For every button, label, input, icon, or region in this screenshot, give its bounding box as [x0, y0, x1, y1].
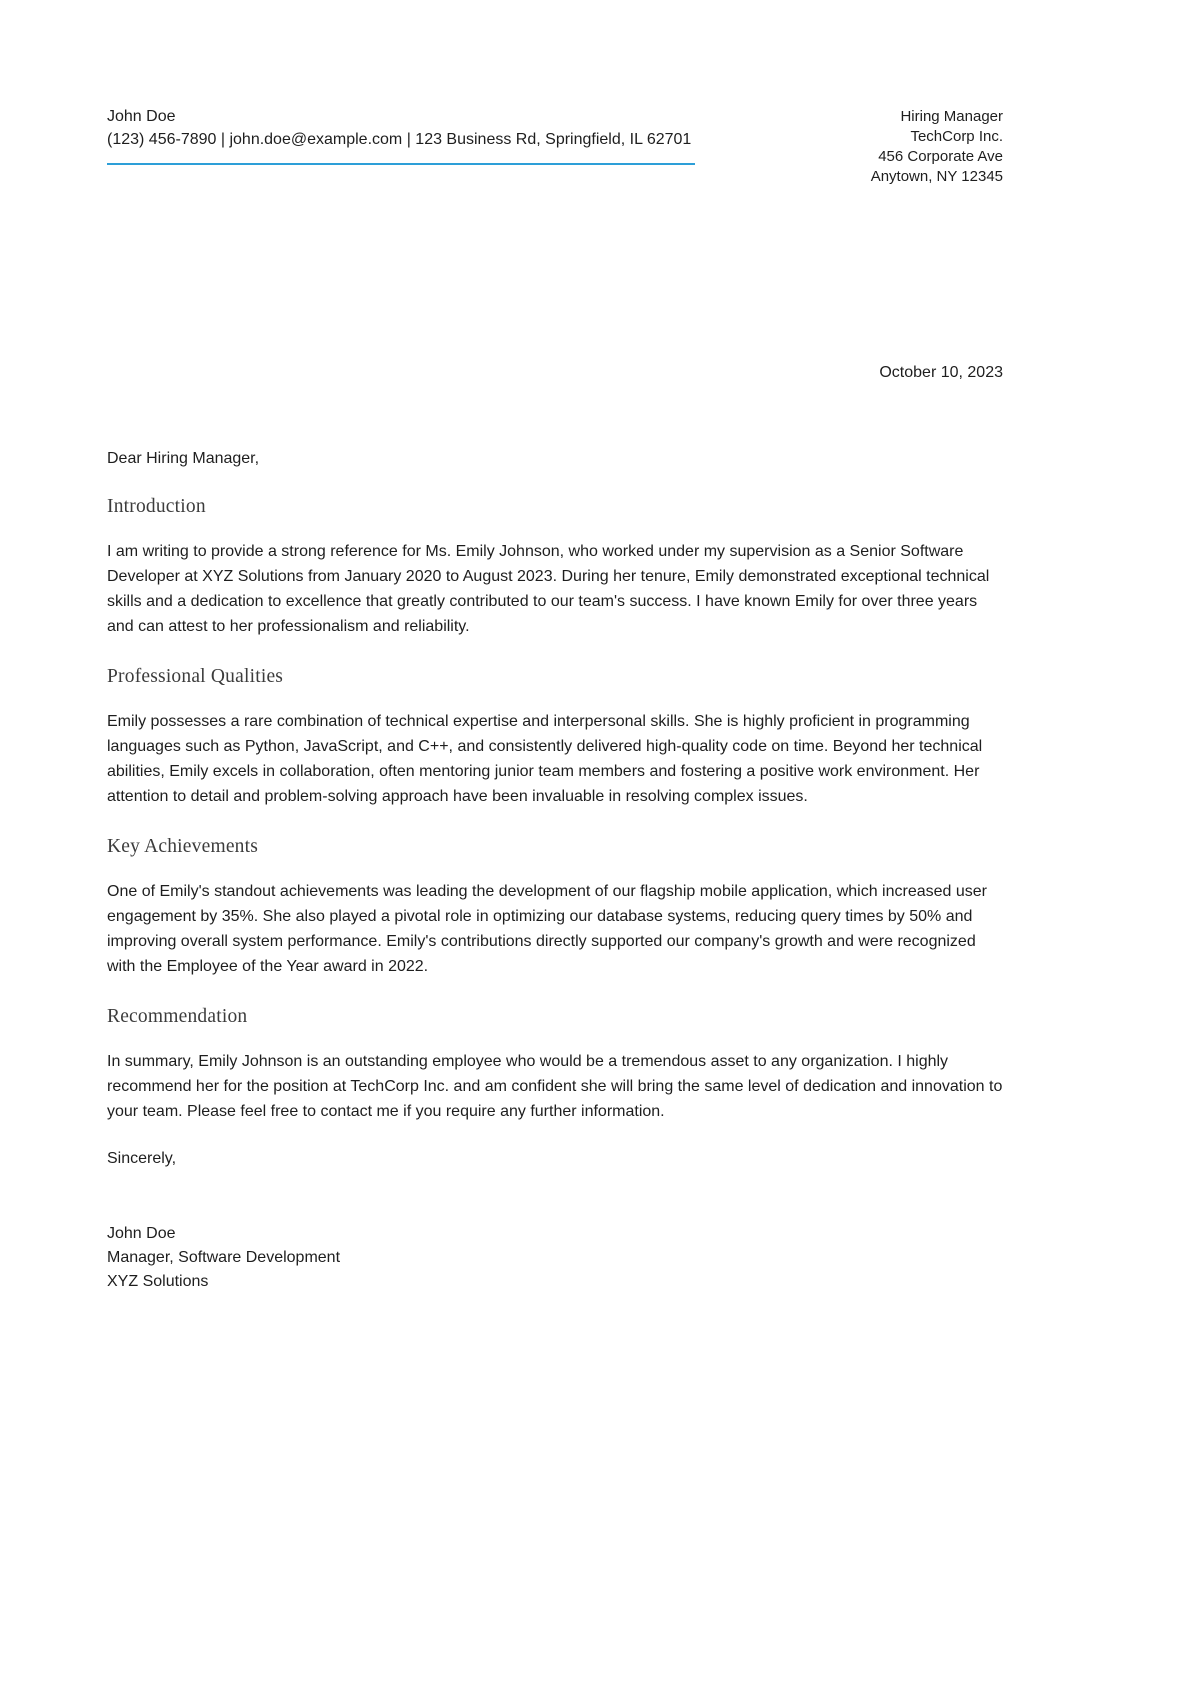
letter-date: October 10, 2023: [879, 364, 1003, 381]
section-heading-professional-qualities: Professional Qualities: [107, 666, 284, 687]
section-heading-key-achievements: Key Achievements: [107, 836, 259, 857]
letter-header: [107, 105, 1003, 187]
section-body-recommendation: In summary, Emily Johnson is an outstanding employee who would be a tremendous asset to any organization. I highly recommend her for the position at TechCorp Inc. and am confident she will bring the same level of dedication and innovation to your team. Please feel free to contact me if you require any further information.: [107, 1053, 1003, 1120]
salutation: Dear Hiring Manager,: [107, 450, 260, 467]
recipient-block: [871, 105, 1003, 187]
signature-name: John Doe: [107, 1225, 176, 1242]
section-body-key-achievements: One of Emily's standout achievements was leading the development of our flagship mobile application, which increased user engagement by 35%. She also played a pivotal role in optimizing our database systems, reducing query times by 50% and improving overall system performance. Emily's contributions directly supported our company's growth and were recognized with the Employee of the Year award in 2022.: [107, 883, 987, 975]
section-introduction: [107, 495, 1003, 639]
sender-block: [107, 105, 695, 165]
section-key-achievements: [107, 835, 1003, 979]
signature-company: XYZ Solutions: [107, 1273, 209, 1290]
signature-title: Manager, Software Development: [107, 1249, 341, 1266]
recipient-title: Hiring Manager: [900, 108, 1003, 125]
sender-name: John Doe: [107, 108, 176, 125]
section-body-professional-qualities: Emily possesses a rare combination of technical expertise and interpersonal skills. She is highly proficient in programming languages such as Python, JavaScript, and C++, and consistently delivered high-quality code on time. Beyond her technical abilities, Emily excels in collaboration, often mentoring junior team members and fostering a positive work environment. Her attention to detail and problem-solving approach have been invaluable in resolving complex issues.: [107, 713, 983, 805]
recipient-city: Anytown, NY 12345: [870, 168, 1003, 185]
signature-block: [107, 1222, 1003, 1294]
section-heading-introduction: Introduction: [107, 496, 206, 517]
recipient-company: TechCorp Inc.: [910, 128, 1003, 145]
sender-contact-line: (123) 456-7890 | john.doe@example.com | 123 Business Rd, Springfield, IL 62701: [107, 131, 692, 148]
section-heading-recommendation: Recommendation: [107, 1006, 248, 1027]
section-professional-qualities: [107, 665, 1003, 809]
section-body-introduction: I am writing to provide a strong reference for Ms. Emily Johnson, who worked under my supervision as a Senior Software Developer at XYZ Solutions from January 2020 to August 2023. During her tenure, Emily demonstrated exceptional technical skills and a dedication to excellence that greatly contributed to our team's success. I have known Emily for over three years and can attest to her professionalism and reliability.: [107, 543, 990, 635]
recipient-street: 456 Corporate Ave: [878, 148, 1003, 165]
valediction: Sincerely,: [107, 1150, 177, 1167]
section-recommendation: [107, 1005, 1003, 1124]
